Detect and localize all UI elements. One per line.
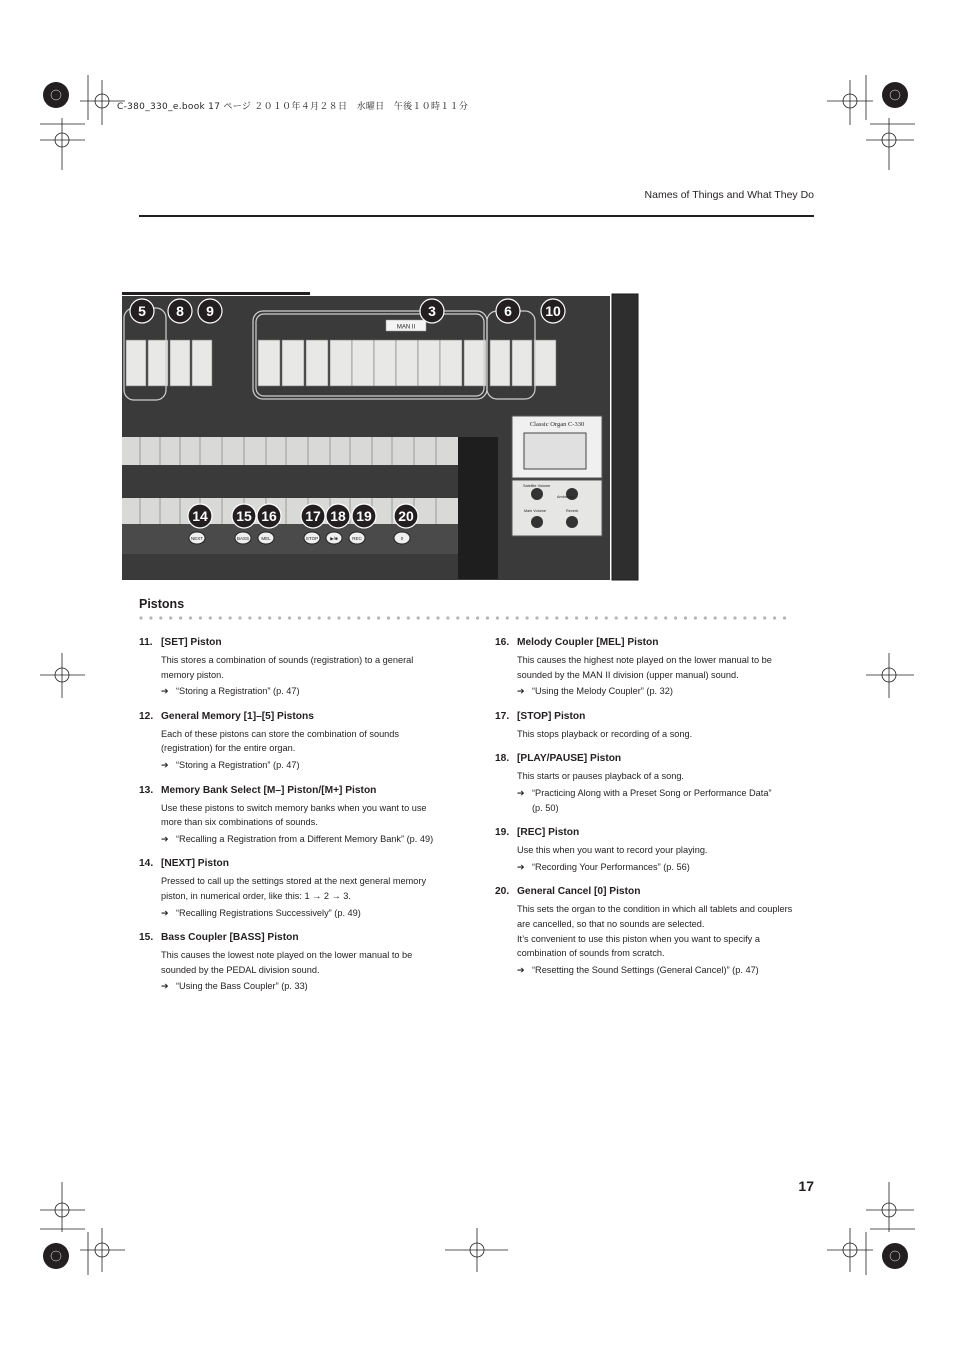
arrow-right-icon: ➔ <box>517 686 525 697</box>
callout-3: 3 <box>428 303 436 319</box>
piston-entry <box>495 826 813 874</box>
description-line: This causes the lowest note played on the lower manual to be <box>161 950 413 961</box>
entry-heading <box>139 857 457 871</box>
piston-next: NEXT <box>190 536 204 541</box>
callout-16: 16 <box>261 508 277 524</box>
description-line: It’s convenient to use this piston when you want to specify a <box>517 933 760 944</box>
entry-heading <box>139 784 457 798</box>
entry-description <box>139 801 457 830</box>
reference-line: “Recalling a Registration from a Different Memory Bank” (p. 49) <box>176 833 434 844</box>
piston-play-pause: ▶/■ <box>330 536 338 541</box>
entry-number: 17. <box>495 710 510 722</box>
knob-label-main-volume: Main Volume <box>524 509 546 513</box>
description-line: Each of these pistons can store the combination of sounds <box>161 728 400 739</box>
dotted-divider <box>139 614 791 622</box>
piston-entry <box>139 931 457 994</box>
description-line: are cancelled, so that no sounds are selected. <box>517 918 705 929</box>
entry-title: [NEXT] Piston <box>161 858 229 870</box>
piston-stop: STOP <box>305 536 319 541</box>
arrow-right-icon: ➔ <box>517 787 525 798</box>
arrow-right-icon: ➔ <box>161 907 169 918</box>
page-reference[interactable] <box>495 684 813 699</box>
entry-number: 20. <box>495 886 510 898</box>
page-reference[interactable] <box>495 963 813 978</box>
callout-9: 9 <box>206 303 214 319</box>
entry-description <box>139 727 457 756</box>
reference-line: “Practicing Along with a Preset Song or Performance Data” <box>532 787 772 798</box>
reference-text <box>532 860 813 875</box>
entry-number: 11. <box>139 637 153 648</box>
reference-text <box>176 832 457 847</box>
callout-19: 19 <box>356 508 372 524</box>
piston-entry <box>139 784 457 847</box>
description-line: This sets the organ to the condition in which all tablets and couplers <box>517 904 793 915</box>
entry-title: [REC] Piston <box>517 827 580 839</box>
brand-name: C-330 <box>567 421 585 428</box>
running-header-title: Names of Things and What They Do <box>644 189 814 201</box>
arrow-right-icon: ➔ <box>517 964 525 975</box>
page-reference[interactable] <box>139 832 457 847</box>
reference-text <box>532 684 813 699</box>
description-line: This stops playback or recording of a song. <box>517 728 693 739</box>
piston-mel: MEL <box>261 536 271 541</box>
description-line: combination of sounds from scratch. <box>517 948 665 959</box>
svg-text:Classic Organ C-330 <box>530 421 584 428</box>
entry-heading <box>495 636 813 650</box>
piston-entry <box>495 885 813 977</box>
entry-title: General Cancel [0] Piston <box>517 886 641 898</box>
callout-15: 15 <box>236 508 252 524</box>
description-line: This causes the highest note played on the lower manual to be <box>517 655 772 665</box>
right-column <box>495 636 813 988</box>
control-panel <box>512 416 602 536</box>
page-reference[interactable] <box>139 758 457 773</box>
description-line: (registration) for the entire organ. <box>161 743 296 754</box>
entry-title: Melody Coupler [MEL] Piston <box>517 637 659 648</box>
entry-title: [STOP] Piston <box>517 710 586 722</box>
piston-entry <box>139 857 457 920</box>
reference-line: “Resetting the Sound Settings (General Cancel)” (p. 47) <box>532 964 759 975</box>
header-rule <box>139 215 814 217</box>
page-reference[interactable] <box>495 860 813 875</box>
reference-line: “Recalling Registrations Successively” (p. 49) <box>176 907 361 918</box>
callout-20: 20 <box>398 508 414 524</box>
entry-heading <box>139 636 457 650</box>
entry-description <box>495 902 813 960</box>
page-reference[interactable] <box>139 684 457 699</box>
entry-number: 12. <box>139 710 154 722</box>
description-line: piston, in numerical order, like this: 1 → 2 → 3. <box>161 890 351 901</box>
arrow-right-icon: ➔ <box>161 833 169 844</box>
entry-description <box>495 727 813 742</box>
page-reference[interactable] <box>139 979 457 994</box>
entry-title: General Memory [1]–[5] Pistons <box>161 710 314 722</box>
section-heading: Pistons <box>139 597 185 611</box>
reference-line: “Using the Melody Coupler” (p. 32) <box>532 686 673 697</box>
piston-rec: REC <box>352 536 362 541</box>
piston-general-cancel: 0 <box>400 536 404 541</box>
reference-line: “Storing a Registration” (p. 47) <box>176 686 300 697</box>
callout-17: 17 <box>305 508 321 524</box>
reference-text <box>532 786 813 815</box>
entry-description <box>495 769 813 784</box>
entry-number: 14. <box>139 858 154 870</box>
knob-label-satellite: Satellite Volume <box>523 484 551 488</box>
entry-description <box>139 653 457 682</box>
entry-title: [PLAY/PAUSE] Piston <box>517 753 622 765</box>
entry-description <box>495 653 813 682</box>
callout-8: 8 <box>176 303 184 319</box>
brand-prefix: Classic Organ <box>529 421 567 428</box>
reference-text <box>176 684 457 699</box>
piston-entry <box>495 710 813 742</box>
description-line: This starts or pauses playback of a song. <box>517 771 684 782</box>
entry-heading <box>495 710 813 724</box>
entry-heading <box>139 710 457 724</box>
piston-bass: BASS <box>236 536 250 541</box>
reference-text <box>176 979 457 994</box>
arrow-right-icon: ➔ <box>161 686 169 697</box>
organ-panel-figure <box>120 292 642 582</box>
entry-heading <box>495 885 813 899</box>
page-reference[interactable] <box>495 786 813 815</box>
page-reference[interactable] <box>139 906 457 921</box>
description-line: Use these pistons to switch memory banks when you want to use <box>161 802 427 813</box>
reference-text <box>532 963 813 978</box>
entry-number: 16. <box>495 637 510 648</box>
reference-line: “Using the Bass Coupler” (p. 33) <box>176 981 308 992</box>
piston-entry <box>139 636 457 699</box>
entry-heading <box>495 752 813 766</box>
entry-number: 13. <box>139 784 154 796</box>
piston-entry <box>495 752 813 815</box>
description-line: sounded by the PEDAL division sound. <box>161 964 320 975</box>
description-line: more than six combinations of sounds. <box>161 817 318 828</box>
entry-heading <box>495 826 813 840</box>
entry-description <box>139 874 457 903</box>
description-line: Pressed to call up the settings stored at the next general memory <box>161 876 427 887</box>
piston-entry <box>495 636 813 699</box>
entry-number: 15. <box>139 932 154 944</box>
reference-line: “Recording Your Performances” (p. 56) <box>532 861 690 872</box>
knob-label-ambience: Ambience <box>557 495 574 499</box>
entry-title: Memory Bank Select [M–] Piston/[M+] Piston <box>161 784 377 796</box>
left-column <box>139 636 457 1005</box>
entry-title: [SET] Piston <box>161 637 222 648</box>
man-label: MAN II <box>396 324 416 331</box>
piston-entry <box>139 710 457 773</box>
callout-18: 18 <box>330 508 346 524</box>
callout-10: 10 <box>545 303 561 319</box>
file-info-line: C-380_330_e.book 17 ページ ２０１０年４月２８日 水曜日 午後１０時１１分 <box>117 102 469 112</box>
description-line: sounded by the MAN II division (upper manual) sound. <box>517 669 739 680</box>
entry-description <box>139 948 457 977</box>
reference-text <box>176 906 457 921</box>
reference-text <box>176 758 457 773</box>
reference-line: “Storing a Registration” (p. 47) <box>176 759 300 770</box>
entry-description <box>495 843 813 858</box>
entry-heading <box>139 931 457 945</box>
arrow-right-icon: ➔ <box>517 861 525 872</box>
description-line: Use this when you want to record your playing. <box>517 845 708 856</box>
entry-title: Bass Coupler [BASS] Piston <box>161 932 299 944</box>
reference-line: (p. 50) <box>532 802 559 813</box>
knob-label-reverb: Reverb <box>566 509 579 513</box>
description-line: memory piston. <box>161 669 224 680</box>
page-number: 17 <box>798 1178 814 1194</box>
callout-5: 5 <box>138 303 146 319</box>
arrow-right-icon: ➔ <box>161 759 169 770</box>
arrow-right-icon: ➔ <box>161 981 169 992</box>
callout-6: 6 <box>504 303 512 319</box>
entry-number: 18. <box>495 753 510 765</box>
entry-number: 19. <box>495 827 510 839</box>
description-line: This stores a combination of sounds (registration) to a general <box>161 655 414 665</box>
callout-14: 14 <box>192 508 208 524</box>
